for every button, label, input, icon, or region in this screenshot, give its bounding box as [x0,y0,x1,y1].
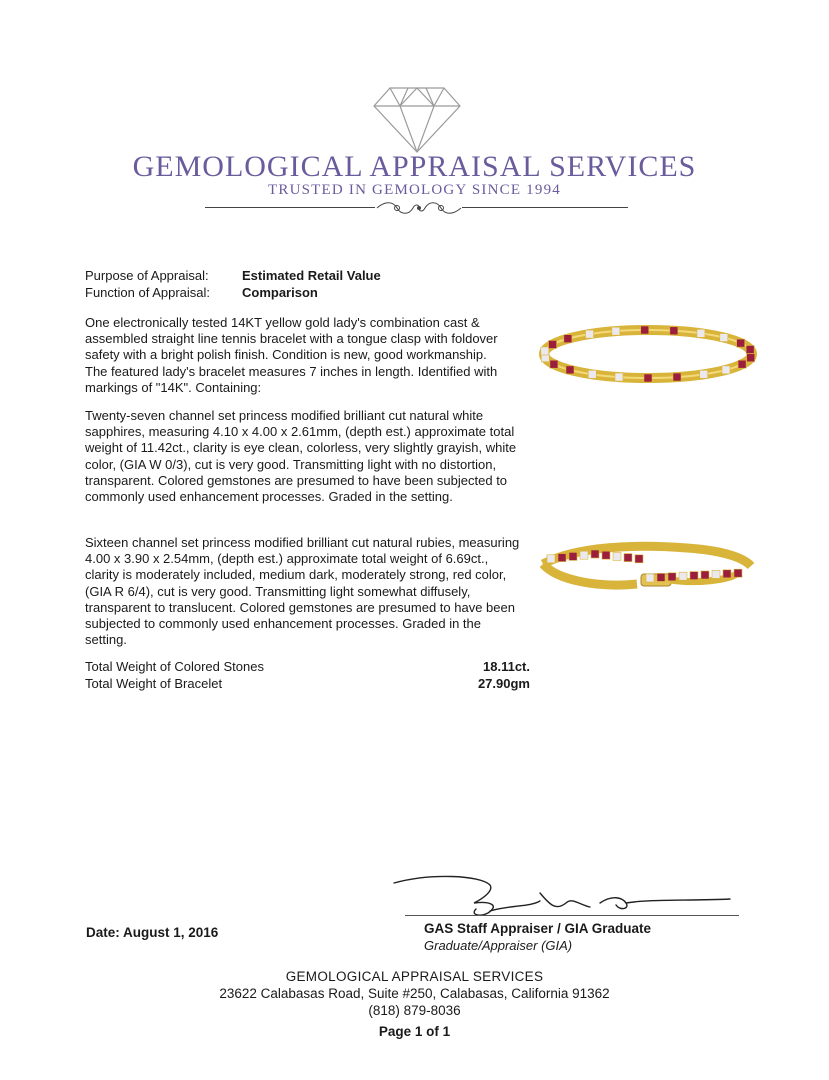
footer-address: 23622 Calabasas Road, Suite #250, Calabasas, California 91362 [219,986,610,1001]
bracelet-photo-top [537,318,759,390]
gemstone [624,554,632,562]
total-bracelet-label: Total Weight of Bracelet [85,676,223,691]
gemstone [615,373,623,381]
gemstone [635,555,643,563]
gemstone [747,354,755,362]
function-label: Function of Appraisal: [85,285,211,300]
gemstone [541,347,549,355]
gemstone [641,326,649,334]
gemstone [697,329,705,337]
gemstone [723,570,731,578]
gemstone [722,366,730,374]
gemstone [549,340,557,348]
gemstone [720,334,728,342]
appraiser-title: GAS Staff Appraiser / GIA Graduate [424,921,652,936]
gemstone [588,370,596,378]
sapphire-description: Twenty-seven channel set princess modified brilliant cut natural white sapphires, measuring 4.10 x 4.00 x 2.61mm, (depth est.) approximate total weight of 11.42ct., clarity is eye clean, colorless, very slightly grayish, white color, (GIA W 0/3), cut is very good. Transmitting light with no distortion, transparent. Colored gemstones are presumed to have been subjected to commonly used enhancement processes. Graded in the setting. [85,408,517,505]
total-colored-value: 18.11ct. [483,659,530,674]
gemstone [591,550,599,558]
gemstone [670,327,678,335]
divider-right [462,207,628,208]
page-number: Page 1 of 1 [378,1024,451,1039]
appraiser-signature [390,865,738,925]
appraiser-subtitle: Graduate/Appraiser (GIA) [424,938,573,953]
purpose-value: Estimated Retail Value [242,268,381,283]
gemstone [700,370,708,378]
gemstone [712,570,720,578]
gemstone [646,574,654,582]
divider-left [205,207,375,208]
footer-company-name: GEMOLOGICAL APPRAISAL SERVICES [285,969,544,984]
bracelet-description: One electronically tested 14KT yellow gold lady's combination cast & assembled straight line tennis bracelet with a tongue clasp with foldover safety with a bright polish finish. Condition is new, good workmanship. The featured lady's bracelet measures 7 inches in length. Identified with markings of "14K". Containing: [85,315,498,395]
bracelet-photo-bottom [537,540,759,602]
signature-line [405,915,739,916]
ruby-description: Sixteen channel set princess modified brilliant cut natural rubies, measuring 4.00 x 3.90 x 2.54mm, (depth est.) approximate total weight of 6.69ct., clarity is moderately included, medium dark, moderately strong, red color, (GIA R 6/4), cut is very good. Transmitting light somewhat diffusely, transparent to translucent. Colored gemstones are presumed to have been subjected to commonly used enhancement processes. Graded in the setting. [85,535,520,648]
scroll-ornament-icon [375,199,463,217]
company-name: GEMOLOGICAL APPRAISAL SERVICES [132,150,697,183]
gemstone [550,360,558,368]
gemstone [644,374,652,382]
gemstone [668,573,676,581]
gemstone [746,346,754,354]
gemstone [679,572,687,580]
footer-phone: (818) 879-8036 [368,1003,461,1018]
gemstone [558,554,566,562]
gemstone [657,573,665,581]
gemstone [613,552,621,560]
appraisal-date: Date: August 1, 2016 [86,925,219,940]
gemstone [612,327,620,335]
gemstone [738,360,746,368]
gemstone [673,373,681,381]
purpose-label: Purpose of Appraisal: [85,268,209,283]
total-colored-label: Total Weight of Colored Stones [85,659,264,674]
gemstone [690,572,698,580]
gemstone [580,551,588,559]
gemstone [737,339,745,347]
gemstone [569,552,577,560]
total-bracelet-value: 27.90gm [477,676,530,691]
company-tagline: TRUSTED IN GEMOLOGY SINCE 1994 [268,182,561,198]
gemstone [701,571,709,579]
gemstone [586,330,594,338]
gemstone [564,335,572,343]
gemstone [547,555,555,563]
diamond-logo-icon [372,82,462,154]
gemstone [566,366,574,374]
gemstone [602,551,610,559]
function-value: Comparison [242,285,318,300]
gemstone [734,569,742,577]
